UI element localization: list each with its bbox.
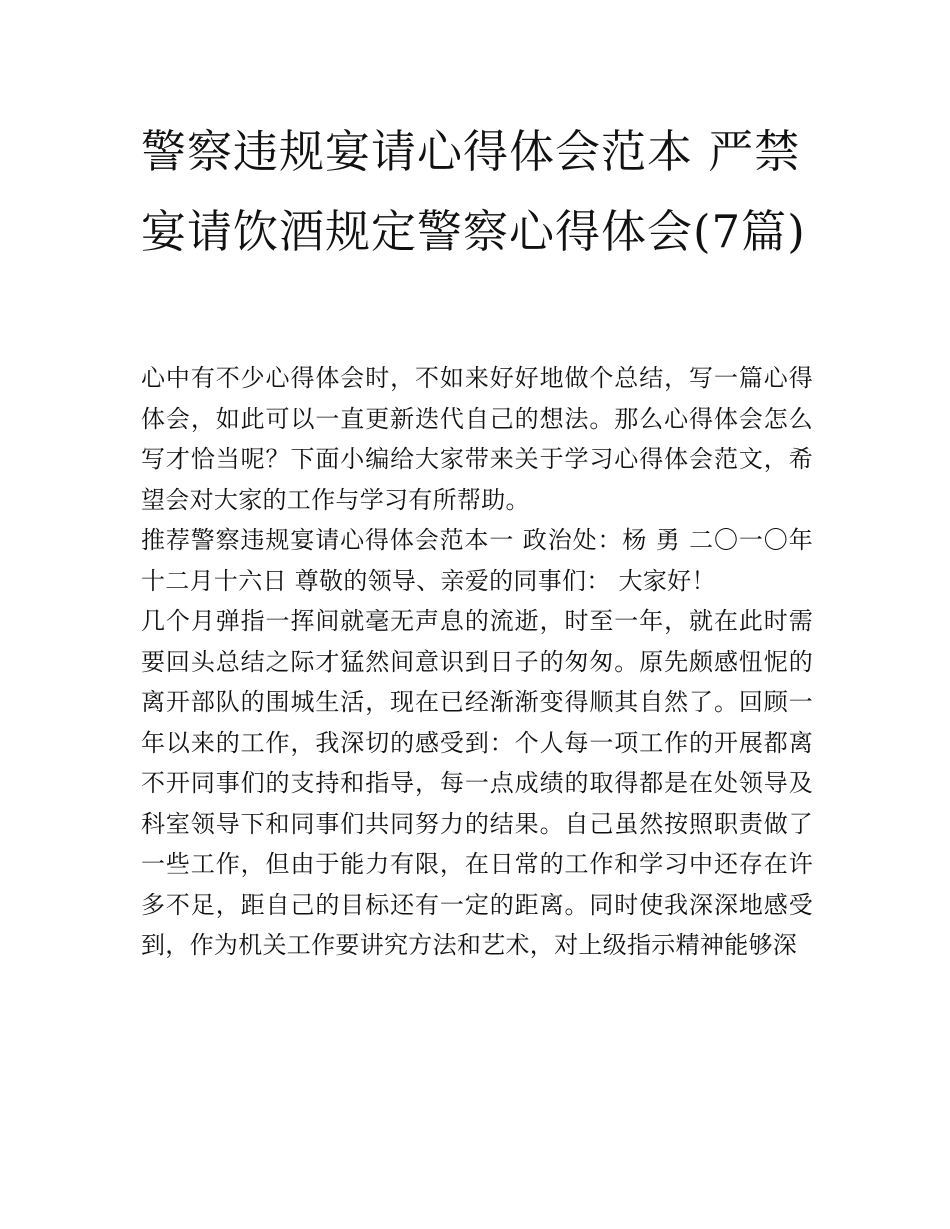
- content-paragraph: 几个月弹指一挥间就毫无声息的流逝，时至一年，就在此时需要回头总结之际才猛然间意识到日子的匆匆。原先颇感忸怩的离开部队的围城生活，现在已经渐渐变得顺其自然了。回顾一年以来的工作，我深切的感受到：个人每一项工作的开展都离不开同事们的支持和指导，每一点成绩的取得都是在处领导及科室领导下和同事们共同努力的结果。自己虽然按照职责做了一些工作，但由于能力有限，在日常的工作和学习中还存在许多不足，距自己的目标还有一定的距离。同时使我深深地感受到，作为机关工作要讲究方法和艺术，对上级指示精神能够深: [141, 607, 813, 959]
- recommendation-paragraph: 推荐警察违规宴请心得体会范本一 政治处：杨 勇 二〇一〇年十二月十六日 尊敬的领导、亲爱的同事们： 大家好！: [141, 526, 813, 595]
- intro-paragraph: 心中有不少心得体会时，不如来好好地做个总结，写一篇心得体会，如此可以一直更新迭代自己的想法。那么心得体会怎么写才恰当呢？下面小编给大家带来关于学习心得体会范文，希望会对大家的工作与学习有所帮助。: [141, 364, 813, 514]
- document-title: 警察违规宴请心得体会范本 严禁宴请饮酒规定警察心得体会(7篇): [141, 125, 806, 258]
- document-body: [141, 358, 813, 966]
